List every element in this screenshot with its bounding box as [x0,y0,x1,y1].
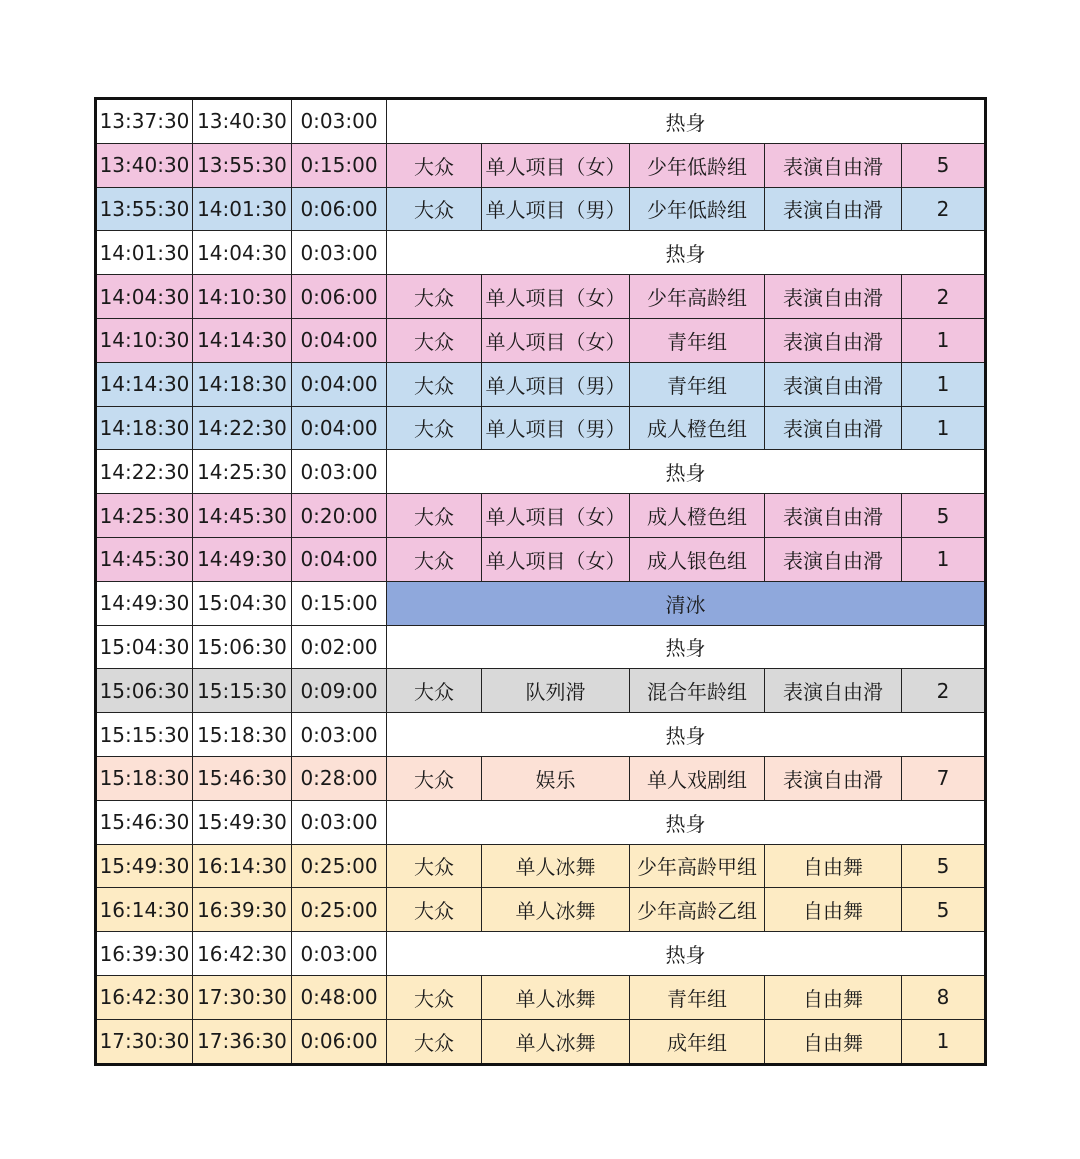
event-cell: 单人项目（男） [482,362,630,406]
duration-cell: 0:25:00 [292,888,387,932]
warmup-cell: 热身 [387,231,986,275]
warmup-cell: 热身 [387,713,986,757]
ice-resurfacing-cell: 清冰 [387,581,986,625]
level-cell: 大众 [387,669,482,713]
end-time-cell: 15:18:30 [193,713,292,757]
level-cell: 大众 [387,362,482,406]
end-time-cell: 14:04:30 [193,231,292,275]
schedule-row [96,888,986,932]
duration-cell: 0:06:00 [292,1019,387,1064]
end-time-cell: 17:30:30 [193,975,292,1019]
start-time-cell: 14:10:30 [96,318,193,362]
warmup-cell: 热身 [387,625,986,669]
duration-cell: 0:20:00 [292,494,387,538]
group-cell: 成人银色组 [630,537,765,581]
duration-cell: 0:09:00 [292,669,387,713]
program-cell: 表演自由滑 [765,187,902,231]
start-time-cell: 14:49:30 [96,581,193,625]
schedule-row [96,450,986,494]
schedule-table-container [94,97,984,1066]
duration-cell: 0:04:00 [292,362,387,406]
program-cell: 自由舞 [765,888,902,932]
schedule-row [96,844,986,888]
start-time-cell: 15:49:30 [96,844,193,888]
schedule-row [96,143,986,187]
duration-cell: 0:04:00 [292,406,387,450]
end-time-cell: 14:49:30 [193,537,292,581]
count-cell: 1 [902,318,986,362]
warmup-cell: 热身 [387,800,986,844]
end-time-cell: 13:40:30 [193,99,292,144]
group-cell: 少年低龄组 [630,187,765,231]
duration-cell: 0:02:00 [292,625,387,669]
event-cell: 单人冰舞 [482,844,630,888]
program-cell: 表演自由滑 [765,143,902,187]
count-cell: 2 [902,187,986,231]
start-time-cell: 14:25:30 [96,494,193,538]
count-cell: 7 [902,756,986,800]
schedule-row [96,187,986,231]
group-cell: 少年高龄甲组 [630,844,765,888]
start-time-cell: 15:18:30 [96,756,193,800]
program-cell: 表演自由滑 [765,406,902,450]
schedule-row [96,99,986,144]
schedule-row [96,406,986,450]
duration-cell: 0:25:00 [292,844,387,888]
group-cell: 成年组 [630,1019,765,1064]
event-cell: 单人冰舞 [482,888,630,932]
count-cell: 1 [902,406,986,450]
start-time-cell: 14:18:30 [96,406,193,450]
schedule-row [96,800,986,844]
duration-cell: 0:03:00 [292,800,387,844]
end-time-cell: 15:49:30 [193,800,292,844]
count-cell: 5 [902,494,986,538]
duration-cell: 0:03:00 [292,713,387,757]
schedule-table [94,97,987,1066]
start-time-cell: 13:55:30 [96,187,193,231]
count-cell: 5 [902,143,986,187]
schedule-row [96,1019,986,1064]
start-time-cell: 14:14:30 [96,362,193,406]
schedule-row [96,975,986,1019]
duration-cell: 0:48:00 [292,975,387,1019]
level-cell: 大众 [387,1019,482,1064]
end-time-cell: 16:14:30 [193,844,292,888]
end-time-cell: 14:14:30 [193,318,292,362]
group-cell: 少年高龄乙组 [630,888,765,932]
schedule-body [96,99,986,1065]
end-time-cell: 14:01:30 [193,187,292,231]
count-cell: 5 [902,888,986,932]
count-cell: 2 [902,275,986,319]
schedule-row [96,362,986,406]
level-cell: 大众 [387,187,482,231]
level-cell: 大众 [387,844,482,888]
warmup-cell: 热身 [387,932,986,976]
event-cell: 单人项目（女） [482,318,630,362]
program-cell: 表演自由滑 [765,669,902,713]
schedule-row [96,932,986,976]
count-cell: 8 [902,975,986,1019]
count-cell: 1 [902,362,986,406]
event-cell: 单人冰舞 [482,975,630,1019]
event-cell: 单人项目（男） [482,187,630,231]
program-cell: 自由舞 [765,975,902,1019]
level-cell: 大众 [387,494,482,538]
start-time-cell: 14:01:30 [96,231,193,275]
start-time-cell: 15:46:30 [96,800,193,844]
start-time-cell: 16:39:30 [96,932,193,976]
group-cell: 青年组 [630,975,765,1019]
event-cell: 单人项目（女） [482,537,630,581]
start-time-cell: 13:40:30 [96,143,193,187]
duration-cell: 0:15:00 [292,581,387,625]
group-cell: 混合年龄组 [630,669,765,713]
start-time-cell: 16:42:30 [96,975,193,1019]
event-cell: 娱乐 [482,756,630,800]
start-time-cell: 17:30:30 [96,1019,193,1064]
start-time-cell: 15:06:30 [96,669,193,713]
duration-cell: 0:28:00 [292,756,387,800]
end-time-cell: 15:46:30 [193,756,292,800]
event-cell: 队列滑 [482,669,630,713]
warmup-cell: 热身 [387,99,986,144]
end-time-cell: 14:22:30 [193,406,292,450]
group-cell: 青年组 [630,362,765,406]
level-cell: 大众 [387,975,482,1019]
duration-cell: 0:04:00 [292,318,387,362]
level-cell: 大众 [387,888,482,932]
duration-cell: 0:03:00 [292,99,387,144]
group-cell: 少年高龄组 [630,275,765,319]
program-cell: 表演自由滑 [765,275,902,319]
start-time-cell: 14:22:30 [96,450,193,494]
end-time-cell: 14:45:30 [193,494,292,538]
program-cell: 表演自由滑 [765,537,902,581]
duration-cell: 0:03:00 [292,932,387,976]
end-time-cell: 15:04:30 [193,581,292,625]
duration-cell: 0:06:00 [292,187,387,231]
duration-cell: 0:15:00 [292,143,387,187]
end-time-cell: 17:36:30 [193,1019,292,1064]
level-cell: 大众 [387,756,482,800]
start-time-cell: 16:14:30 [96,888,193,932]
program-cell: 自由舞 [765,844,902,888]
count-cell: 2 [902,669,986,713]
schedule-row [96,713,986,757]
program-cell: 表演自由滑 [765,756,902,800]
duration-cell: 0:03:00 [292,231,387,275]
group-cell: 青年组 [630,318,765,362]
program-cell: 表演自由滑 [765,318,902,362]
warmup-cell: 热身 [387,450,986,494]
count-cell: 1 [902,1019,986,1064]
event-cell: 单人冰舞 [482,1019,630,1064]
count-cell: 1 [902,537,986,581]
schedule-row [96,581,986,625]
end-time-cell: 14:25:30 [193,450,292,494]
program-cell: 表演自由滑 [765,362,902,406]
schedule-row [96,537,986,581]
group-cell: 少年低龄组 [630,143,765,187]
program-cell: 自由舞 [765,1019,902,1064]
start-time-cell: 13:37:30 [96,99,193,144]
end-time-cell: 15:15:30 [193,669,292,713]
schedule-row [96,669,986,713]
end-time-cell: 16:42:30 [193,932,292,976]
duration-cell: 0:03:00 [292,450,387,494]
schedule-row [96,318,986,362]
start-time-cell: 14:04:30 [96,275,193,319]
event-cell: 单人项目（女） [482,494,630,538]
group-cell: 成人橙色组 [630,406,765,450]
schedule-row [96,494,986,538]
schedule-row [96,275,986,319]
program-cell: 表演自由滑 [765,494,902,538]
end-time-cell: 14:10:30 [193,275,292,319]
end-time-cell: 13:55:30 [193,143,292,187]
schedule-row [96,231,986,275]
end-time-cell: 16:39:30 [193,888,292,932]
count-cell: 5 [902,844,986,888]
start-time-cell: 15:15:30 [96,713,193,757]
group-cell: 单人戏剧组 [630,756,765,800]
level-cell: 大众 [387,537,482,581]
group-cell: 成人橙色组 [630,494,765,538]
level-cell: 大众 [387,406,482,450]
start-time-cell: 15:04:30 [96,625,193,669]
event-cell: 单人项目（女） [482,275,630,319]
schedule-row [96,625,986,669]
level-cell: 大众 [387,318,482,362]
start-time-cell: 14:45:30 [96,537,193,581]
event-cell: 单人项目（女） [482,143,630,187]
level-cell: 大众 [387,275,482,319]
duration-cell: 0:04:00 [292,537,387,581]
duration-cell: 0:06:00 [292,275,387,319]
end-time-cell: 14:18:30 [193,362,292,406]
event-cell: 单人项目（男） [482,406,630,450]
end-time-cell: 15:06:30 [193,625,292,669]
level-cell: 大众 [387,143,482,187]
schedule-row [96,756,986,800]
